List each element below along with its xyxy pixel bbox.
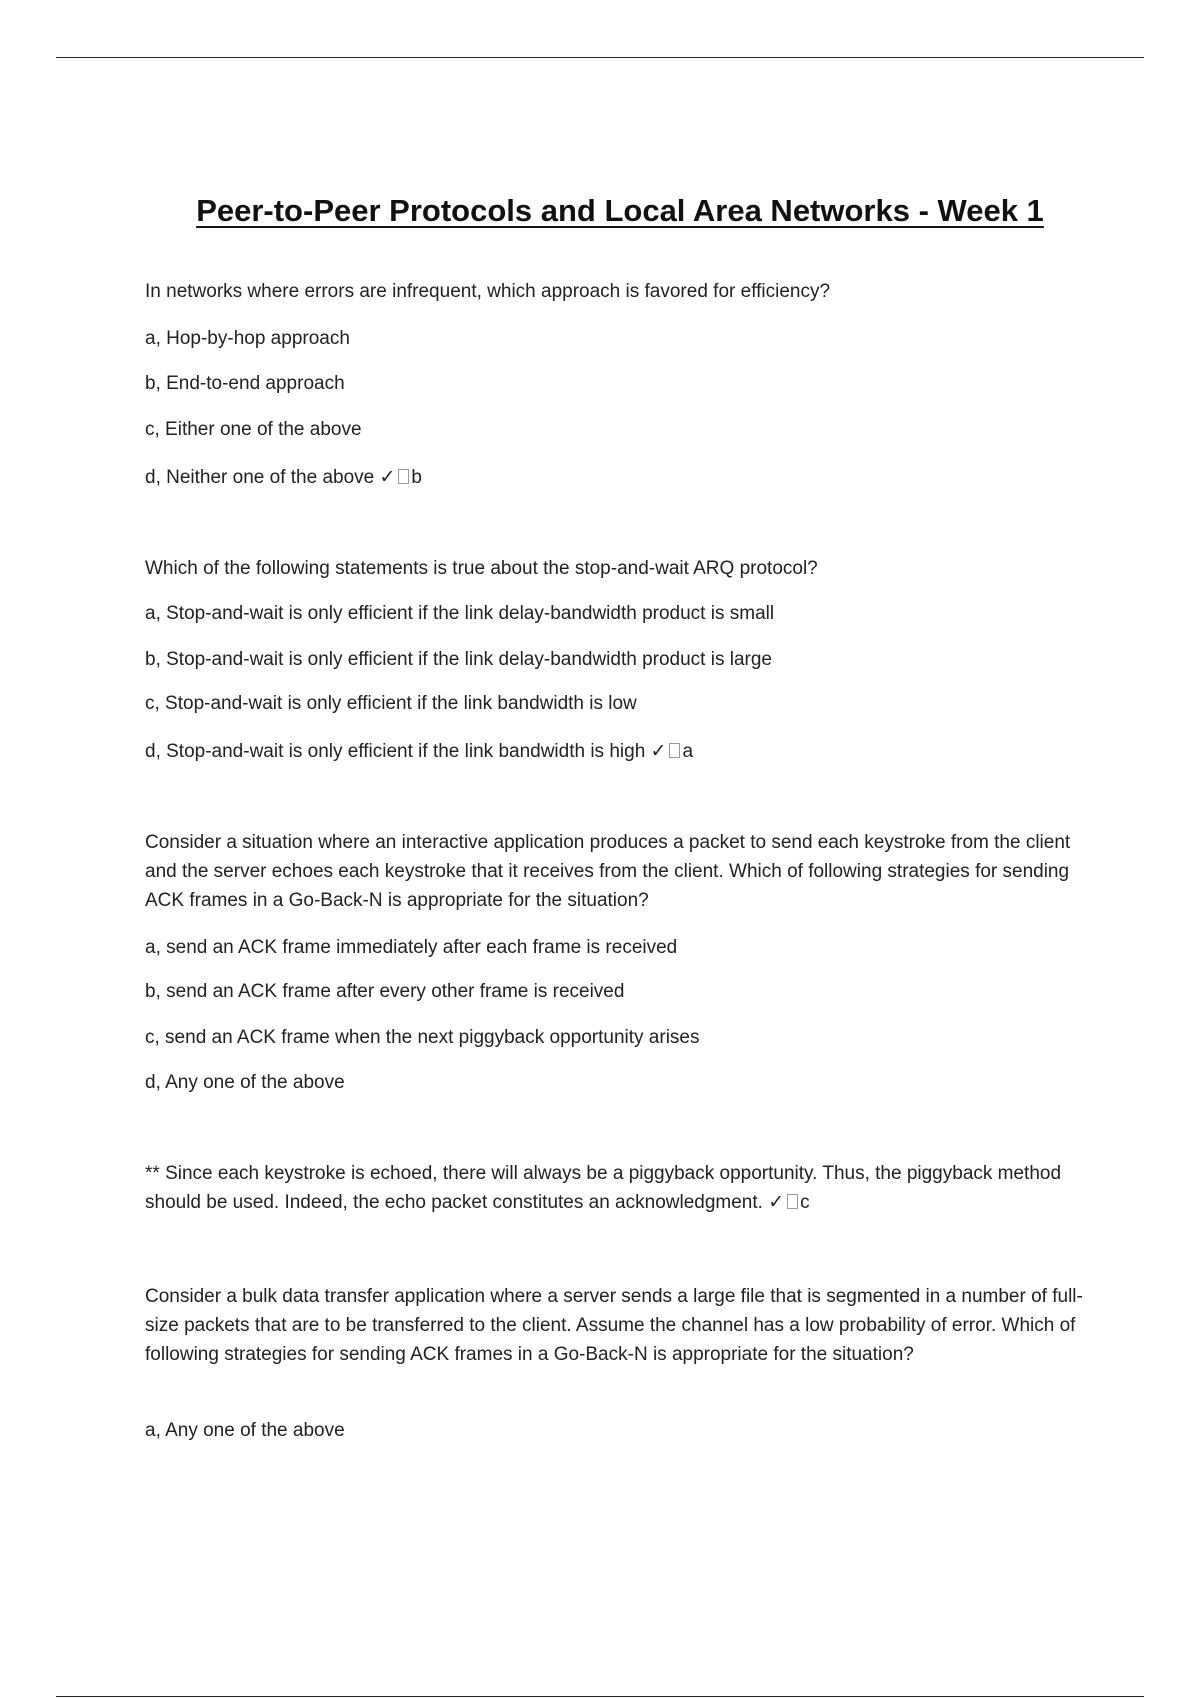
glyph-box-icon	[787, 1194, 798, 1209]
question-3-option-d: d, Any one of the above	[145, 1072, 345, 1093]
question-3-text: Consider a situation where an interactive application produces a packet to send each keystroke from the client and the server echoes each keystroke that it receives from the client. Which of following strategies for sending ACK frames in a Go-Back-N is appropriate for the situation?	[145, 832, 1071, 911]
question-1-answer: b	[411, 467, 422, 488]
question-1-option-d	[145, 466, 1105, 490]
question-2-option-a: a, Stop-and-wait is only efficient if the link delay-bandwidth product is small	[145, 603, 775, 624]
question-1-option-b: b, End-to-end approach	[145, 373, 345, 394]
question-4-option-a: a, Any one of the above	[145, 1420, 345, 1441]
question-1-text: In networks where errors are infrequent, which approach is favored for efficiency?	[145, 281, 831, 302]
question-3-explanation	[145, 1159, 1095, 1217]
page-title: Peer-to-Peer Protocols and Local Area Networks - Week 1	[196, 193, 1044, 228]
question-3-explanation-text: ** Since each keystroke is echoed, there will always be a piggyback opportunity. Thus, the piggyback method should be used. Indeed, the echo packet constitutes an acknowledgment.	[145, 1163, 1062, 1213]
check-mark-icon: ✓	[379, 467, 396, 488]
glyph-box-icon	[398, 469, 409, 484]
question-2-text: Which of the following statements is true about the stop-and-wait ARQ protocol?	[145, 558, 818, 579]
bottom-rule	[56, 1696, 1144, 1697]
check-mark-icon: ✓	[768, 1192, 785, 1213]
question-1-option-a: a, Hop-by-hop approach	[145, 328, 350, 349]
glyph-box-icon	[669, 743, 680, 758]
question-2-option-d-text: d, Stop-and-wait is only efficient if the link bandwidth is high	[145, 741, 646, 762]
question-2-option-b: b, Stop-and-wait is only efficient if the link delay-bandwidth product is large	[145, 649, 772, 670]
top-rule	[56, 57, 1144, 58]
question-3-option-a: a, send an ACK frame immediately after each frame is received	[145, 937, 678, 958]
question-2-option-d	[145, 740, 1105, 764]
question-1-option-d-text: d, Neither one of the above	[145, 467, 375, 488]
check-mark-icon: ✓	[650, 741, 667, 762]
question-2-answer: a	[682, 741, 694, 762]
question-3-option-c: c, send an ACK frame when the next piggyback opportunity arises	[145, 1027, 700, 1048]
question-3-option-b: b, send an ACK frame after every other frame is received	[145, 981, 625, 1002]
question-1-option-c: c, Either one of the above	[145, 419, 362, 440]
question-3-answer: c	[800, 1192, 810, 1213]
question-2-option-c: c, Stop-and-wait is only efficient if the link bandwidth is low	[145, 693, 637, 714]
question-4-text: Consider a bulk data transfer application where a server sends a large file that is segmented in a number of full-size packets that are to be transferred to the client. Assume the channel has a low probability of error. Which of following strategies for sending ACK frames in a Go-Back-N is appropriate for the situation?	[145, 1286, 1083, 1365]
